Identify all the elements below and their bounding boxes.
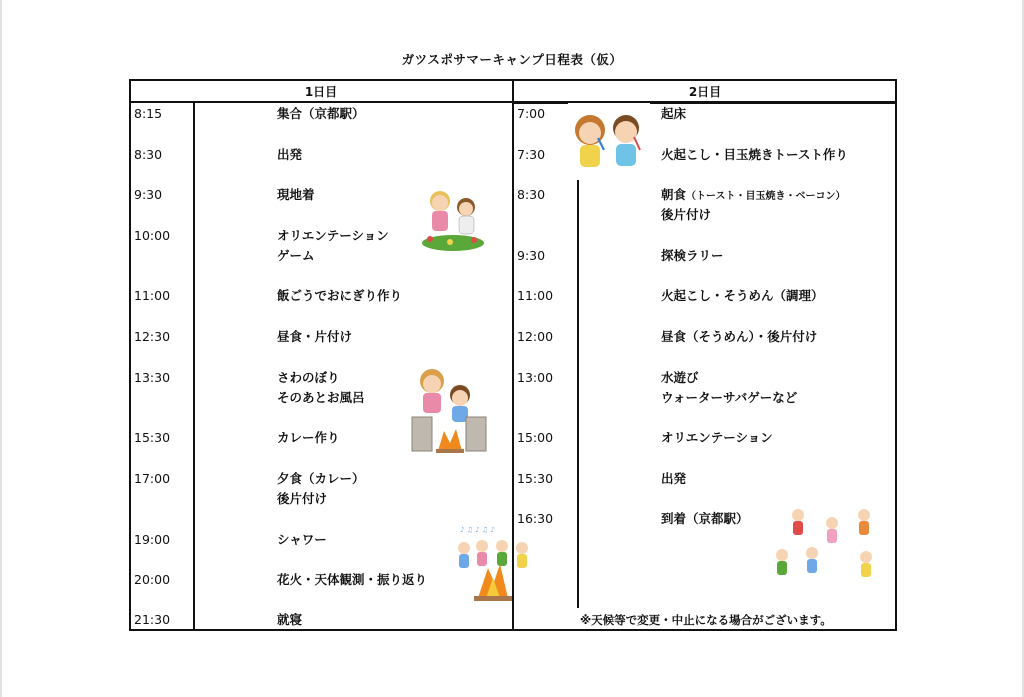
day1-header-rule [129,101,513,103]
day2-time: 11:00 [517,288,554,303]
day1-event: 昼食・片付け [277,329,353,344]
day2-event: 昼食（そうめん）・後片付け [661,329,818,344]
day2-event: 火起こし・そうめん（調理） [661,288,824,303]
day1-time: 8:15 [134,106,163,121]
svg-text:♪ ♫ ♪ ♫ ♪: ♪ ♫ ♪ ♫ ♪ [460,526,495,534]
day1-time: 17:00 [134,471,171,486]
day2-time: 8:30 [517,187,546,202]
day2-event: 水遊び [661,370,699,385]
day2-event [661,187,846,205]
day1-time: 13:30 [134,370,171,385]
day2-time: 12:00 [517,329,554,344]
day2-event: オリエンテーション [661,430,773,445]
day2-header: 2日目 [688,85,722,99]
day2-event: 火起こし・目玉焼きトースト作り [661,147,848,162]
day2-event: 到着（京都駅） [661,511,749,526]
day2-time: 7:00 [517,106,546,121]
day2-event-main: 朝食 [661,187,687,202]
day1-time: 9:30 [134,187,163,202]
day1-event: 就寝 [277,612,303,627]
day2-time: 15:30 [517,471,554,486]
day1-event: カレー作り [277,430,340,445]
day2-event: 探検ラリー [661,248,724,263]
weather-footnote: ※天候等で変更・中止になる場合がございます。 [580,613,832,627]
day1-time: 10:00 [134,228,171,243]
day1-time: 21:30 [134,612,171,627]
day2-time: 7:30 [517,147,546,162]
kids-running-illustration [770,505,880,589]
kids-campfire-illustration [450,522,542,602]
day1-time: 11:00 [134,288,171,303]
day1-event: 夕食（カレー） [277,471,365,486]
day1-event: 集合（京都駅） [277,106,365,121]
day1-event-line2: そのあとお風呂 [277,390,365,405]
day1-time: 19:00 [134,532,171,547]
day1-event: オリエンテーション [277,228,389,243]
day1-event: 出発 [277,147,303,162]
kids-toothbrush-illustration [568,110,648,172]
day2-time: 16:30 [517,511,554,526]
day1-event: シャワー [277,532,327,547]
day2-event: 起床 [661,106,687,121]
kids-garden-illustration [420,187,486,253]
day1-event-line2: 後片付け [277,491,328,506]
day2-event-line2: 後片付け [661,207,712,222]
day1-event: 飯ごうでおにぎり作り [277,288,403,303]
day1-event: 現地着 [277,187,315,202]
day2-event-line2: ウォーターサバゲーなど [661,390,798,405]
day2-event-note: （トースト・目玉焼き・ベーコン） [686,191,846,202]
day2-time: 13:00 [517,370,554,385]
kids-cooking-illustration [410,365,488,455]
day1-time: 12:30 [134,329,171,344]
day2-time: 15:00 [517,430,554,445]
day2-subheader-rule-left [514,102,568,104]
day1-time: 20:00 [134,572,171,587]
day1-event: 花火・天体観測・振り返り [277,572,428,587]
day1-event-line2: ゲーム [277,248,315,263]
day1-header: 1日目 [304,85,338,99]
day1-time: 8:30 [134,147,163,162]
day2-event: 出発 [661,471,687,486]
page-edge-left [0,0,2,697]
day2-time: 9:30 [517,248,546,263]
day2-time-divider [577,180,579,608]
day1-time-divider [193,103,195,629]
schedule-title: ガツスポサマーキャンプ日程表（仮） [401,52,623,67]
day1-time: 15:30 [134,430,171,445]
day1-event: さわのぼり [277,370,340,385]
day2-subheader-rule-right [650,102,895,104]
